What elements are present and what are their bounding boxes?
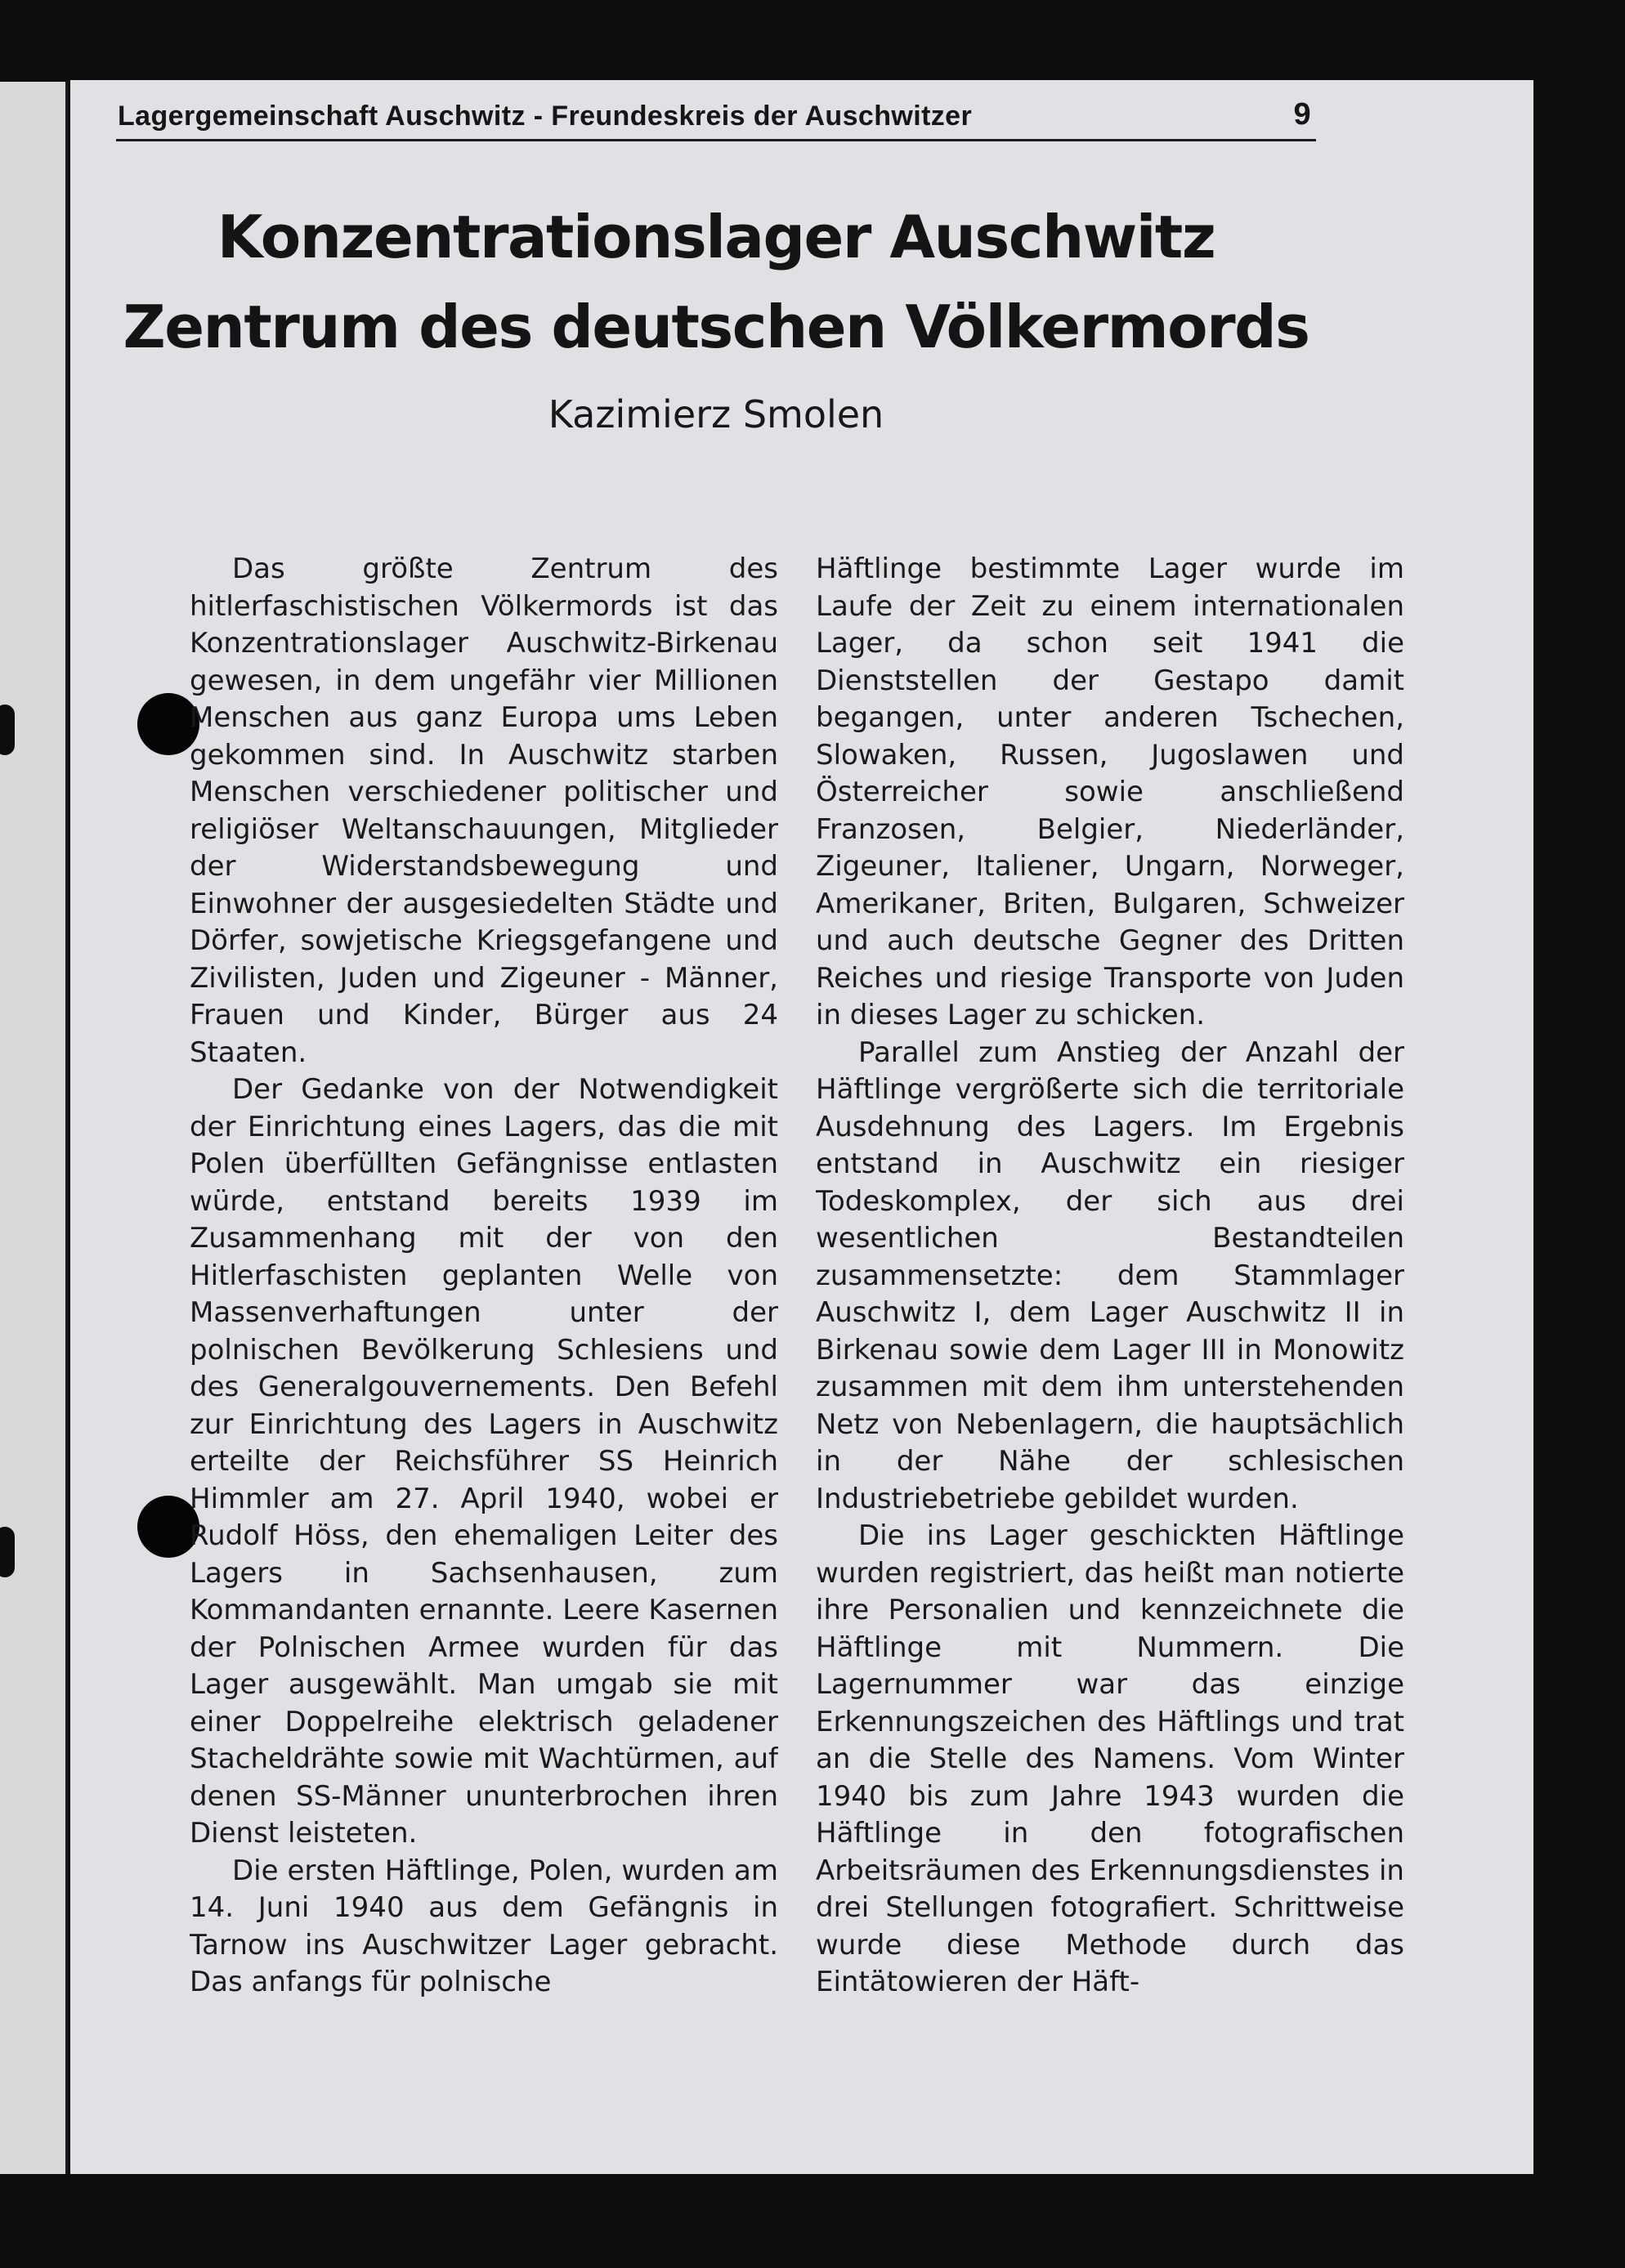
- paragraph: Der Gedanke von der Notwendigkeit der Einrichtung eines Lagers, das die mit Polen überfüllten Gefängnisse entlasten würde, entstand bereits 1939 im Zusammenhang mit der von den Hitlerfaschisten geplanten Welle von Massenverhaftungen unter der polnischen Bevölkerung Schlesiens und des Generalgouvernements. Den Befehl zur Einrichtung des Lagers in Auschwitz erteilte der Reichsführer SS Heinrich Himmler am 27. April 1940, wobei er Rudolf Höss, den ehemaligen Leiter des Lagers in Sachsenhausen, zum Kommandanten ernannte. Leere Kasernen der Polnischen Armee wurden für das Lager ausgewählt. Man umgab sie mit einer Doppelreihe elektrisch geladener Stacheldrähte sowie mit Wachtürmen, auf denen SS-Männer ununterbrochen ihren Dienst leisteten.: [190, 1073, 778, 1850]
- article-title-line-1: Konzentrationslager Auschwitz: [217, 203, 1215, 271]
- previous-page-edge: [0, 82, 68, 2174]
- paragraph: Das größte Zentrum des hitlerfaschistischen Völkermords ist das Konzentrationslager Auschwitz-Birkenau gewesen, in dem ungefähr vier Millionen Menschen aus ganz Europa ums Leben gekommen sind. In Auschwitz starben Menschen verschiedener politischer und religiöser Weltanschauungen, Mitglieder der Widerstandsbewegung und Einwohner der ausgesiedelten Städte und Dörfer, sowjetische Kriegsgefangene und Zivilisten, Juden und Zigeuner - Männer, Frauen und Kinder, Bürger aus 24 Staaten.: [190, 552, 778, 1069]
- paragraph: Häftlinge bestimmte Lager wurde im Laufe der Zeit zu einem internationalen Lager, da schon seit 1941 die Dienststellen der Gestapo damit begangen, unter anderen Tschechen, Slowaken, Russen, Jugoslawen und Österreicher sowie anschließend Franzosen, Belgier, Niederländer, Zigeuner, Italiener, Ungarn, Norweger, Amerikaner, Briten, Bulgaren, Schweizer und auch deutsche Gegner des Dritten Reiches und riesige Transporte von Juden in dieses Lager zu schicken.: [816, 552, 1404, 1031]
- punch-hole: [0, 705, 15, 755]
- text-column-right: [816, 551, 1404, 2087]
- text-column-left: [190, 551, 778, 2087]
- paragraph: Die ins Lager geschickten Häftlinge wurden registriert, das heißt man notierte ihre Personalien und kennzeichnete die Häftlinge mit Nummern. Die Lagernummer war das einzige Erkennungszeichen des Häftlings und trat an die Stelle des Namens. Vom Winter 1940 bis zum Jahre 1943 wurden die Häftlinge in den fotografischen Arbeitsräumen des Erkennungsdienstes in drei Stellungen fotografiert. Schrittweise wurde diese Methode durch das Eintätowieren der Häft-: [816, 1519, 1404, 1998]
- article-title-line-2: Zentrum des deutschen Völkermords: [123, 293, 1309, 361]
- article-author: Kazimierz Smolen: [548, 392, 884, 436]
- running-header: [116, 92, 1316, 141]
- paragraph: Die ersten Häftlinge, Polen, wurden am 14. Juni 1940 aus dem Gefängnis in Tarnow ins Auschwitzer Lager gebracht. Das anfangs für polnische: [190, 1854, 778, 1998]
- page-number: 9: [1293, 97, 1311, 132]
- paragraph: Parallel zum Anstieg der Anzahl der Häftlinge vergrößerte sich die territoriale Ausdehnung des Lagers. Im Ergebnis entstand in Auschwitz ein riesiger Todeskomplex, der sich aus drei wesentlichen Bestandteilen zusammensetzte: dem Stammlager Auschwitz I, dem Lager Auschwitz II in Birkenau sowie dem Lager III in Monowitz zusammen mit dem ihm unterstehenden Netz von Nebenlagern, die hauptsächlich in der Nähe der schlesischen Industriebetriebe gebildet wurden.: [816, 1036, 1404, 1515]
- punch-hole: [0, 1527, 15, 1577]
- header-title: Lagergemeinschaft Auschwitz - Freundeskreis der Auschwitzer: [118, 101, 973, 132]
